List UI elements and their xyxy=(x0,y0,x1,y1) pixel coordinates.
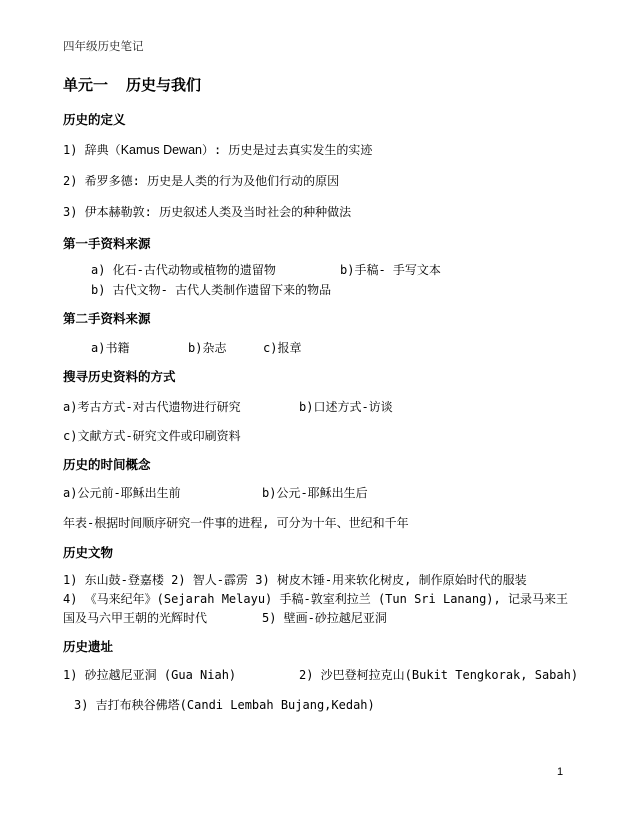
site-1: 1) 砂拉越尼亚洞 (Gua Niah) xyxy=(63,668,237,682)
method-a: a)考古方式-对古代遗物进行研究 xyxy=(63,400,241,414)
definition-line-1-suffix: ）: 历史是过去真实发生的实迹 xyxy=(201,143,373,157)
heading-definition: 历史的定义 xyxy=(63,112,126,127)
method-b: b)口述方式-访谈 xyxy=(299,400,393,414)
page-number: 1 xyxy=(557,766,564,778)
secondary-source-b: b)杂志 xyxy=(188,341,227,355)
artifacts-line-3b: 5) 壁画-砂拉越尼亚洞 xyxy=(262,611,387,625)
primary-source-b-manuscript: b)手稿- 手写文本 xyxy=(340,263,441,277)
chronology-line: 年表-根据时间顺序研究一件事的进程, 可分为十年、世纪和千年 xyxy=(63,516,409,530)
page-header: 四年级历史笔记 xyxy=(63,39,144,53)
artifacts-line-1: 1) 东山鼓-登嘉楼 2) 智人-霹雳 3) 树皮木锤-用来软化树皮, 制作原始时代的服装 xyxy=(63,573,527,587)
kamus-dewan-text: Kamus Dewan xyxy=(120,143,202,157)
method-c: c)文献方式-研究文件或印刷资料 xyxy=(63,429,241,443)
definition-line-3: 3) 伊本赫勒敦: 历史叙述人类及当时社会的种种做法 xyxy=(63,205,352,219)
heading-artifacts: 历史文物 xyxy=(63,545,114,560)
time-b: b)公元-耶稣出生后 xyxy=(262,486,368,500)
primary-source-b: b) 古代文物- 古代人类制作遗留下来的物品 xyxy=(91,283,332,297)
site-2: 2) 沙巴登柯拉克山(Bukit Tengkorak, Sabah) xyxy=(299,668,579,682)
heading-historical-sites: 历史遗址 xyxy=(63,639,114,654)
heading-time-concept: 历史的时间概念 xyxy=(63,457,151,472)
unit-number: 单元一 xyxy=(63,76,109,94)
site-3: 3) 吉打布秧谷佛塔(Candi Lembah Bujang,Kedah) xyxy=(74,698,375,712)
time-a: a)公元前-耶稣出生前 xyxy=(63,486,181,500)
secondary-source-a: a)书籍 xyxy=(91,341,130,355)
definition-line-2: 2) 希罗多德: 历史是人类的行为及他们行动的原因 xyxy=(63,174,340,188)
artifacts-line-3a: 国及马六甲王朝的光辉时代 xyxy=(63,611,208,625)
artifacts-line-2: 4) 《马来纪年》(Sejarah Melayu) 手稿-敦室利拉兰 (Tun Sri Lanang), 记录马来王 xyxy=(63,592,568,606)
definition-line-1 xyxy=(63,141,372,158)
unit-name: 历史与我们 xyxy=(126,76,202,94)
heading-primary-sources: 第一手资料来源 xyxy=(63,236,151,251)
unit-title xyxy=(63,74,201,95)
primary-source-a: a) 化石-古代动物或植物的遗留物 xyxy=(91,263,276,277)
heading-secondary-sources: 第二手资料来源 xyxy=(63,311,151,326)
definition-line-1-prefix: 1) 辞典（ xyxy=(63,143,121,157)
secondary-source-c: c)报章 xyxy=(263,341,302,355)
heading-research-methods: 搜寻历史资料的方式 xyxy=(63,369,176,384)
